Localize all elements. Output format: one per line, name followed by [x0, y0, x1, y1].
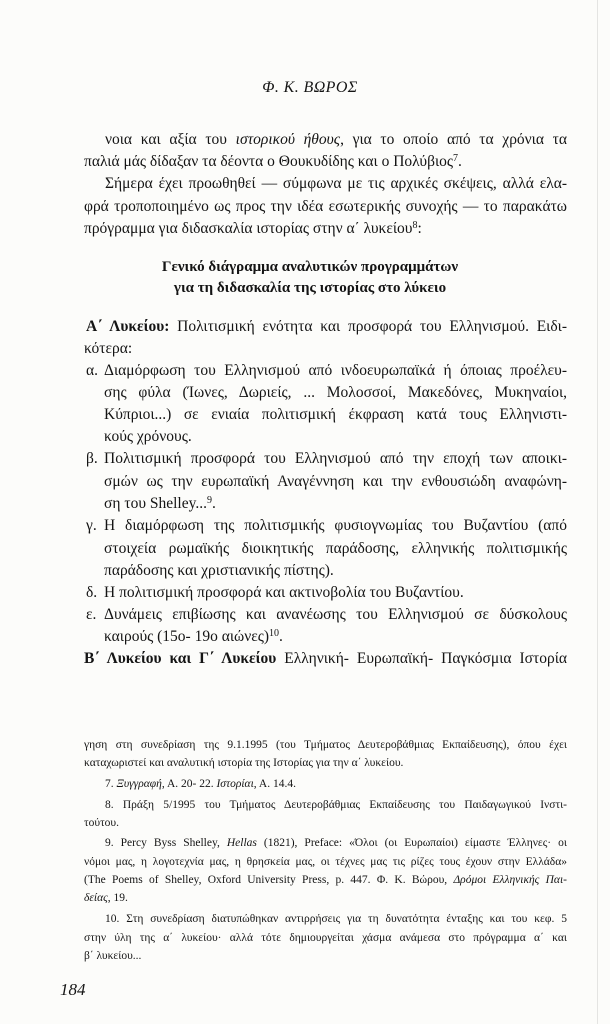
line-text: νοια και αξία του: [105, 131, 236, 148]
list-item-e-line: Δυνάμεις επιβίωσης και ανανέωσης του Ελληνισμού σε δύσκολους: [104, 606, 567, 623]
section-heading-line-2: για τη διδασκαλία της ιστορίας στο λύκειο: [173, 280, 447, 296]
grade-a-label: Α΄ Λυκείου:: [86, 318, 170, 335]
list-item-a-line: Κύπριοι...) σε ενιαία πολιτισμική έκφραση κατά τους Ελληνιστι-: [104, 406, 567, 423]
list-marker-d: δ.: [86, 584, 98, 601]
body-line: [105, 129, 567, 151]
list-marker-a: α.: [86, 362, 98, 379]
list-item-c-line: παράδοσης και χριστιανικής πίστης).: [104, 562, 334, 579]
footnote-continued-line: καταχωριστεί και αναλυτική ιστορία της Ιστορίας για την α΄ λυκείου.: [84, 757, 404, 769]
body-line: Σήμερα έχει προωθηθεί — σύμφωνα με τις αρχικές σκέψεις, αλλά ελα-: [105, 175, 567, 192]
grade-a-line: [86, 316, 567, 338]
page-edge: [597, 0, 598, 1024]
footnote-ref-8: 8: [412, 220, 418, 231]
footnote-number: 7.: [105, 778, 117, 790]
footnote-ref-10: 10: [269, 628, 280, 639]
list-marker-c: γ.: [86, 517, 97, 534]
list-item-d-line: Η πολιτισμική προσφορά και ακτινοβολία του Βυζαντίου.: [104, 584, 464, 601]
list-marker-b: β.: [86, 450, 98, 467]
footnote-continued-line: γηση στη συνεδρίαση της 9.1.1995 (του Τμήματος Δευτεροβάθμιας Εκπαίδευσης), όπου έχει: [84, 739, 567, 751]
line-text: , Α. 20- 22.: [161, 778, 217, 790]
list-item-c-line: Η διαμόρφωση της πολιτισμικής φυσιογνωμίας του Βυζαντίου (από: [104, 517, 567, 534]
footnote-10-line: στην ύλη της α΄ λυκείου· αλλά τότε δημιουργείται χάσμα ανάμεσα στο πρόγραμμα α΄ και: [84, 932, 567, 944]
line-text: .: [211, 495, 216, 512]
footnote-9-line: νόμοι μας, η λογοτεχνία μας, η θρησκεία μας, οι τέχνες μας τις ρίζες τους έχουν στην Ελλάδα»: [84, 856, 567, 868]
italic-title: Hellas: [226, 837, 257, 849]
line-text: πρόγραμμα για διδασκαλία ιστορίας στην α΄ λυκείου: [84, 220, 413, 237]
line-text: .: [458, 153, 462, 170]
footnote-8-line: 8. Πράξη 5/1995 του Τμήματος Δευτεροβάθμιας Εκπαίδευσης του Παιδαγωγικού Ινστι-: [105, 799, 567, 811]
line-text: (1821), Preface: «Όλοι (οι Ευρωπαίοι) είμαστε Έλληνες· οι: [256, 837, 567, 849]
list-item-c-line: στοιχεία ρωμαϊκής διοικητικής παράδοσης, ελληνικής πολιτισμικής: [104, 540, 567, 557]
body-line: φρά τροποποιημένο ως προς την ιδέα εσωτερικής συνοχής — το παρακάτω: [84, 198, 567, 215]
line-text: (The Poems of Shelley, Oxford University Press, p. 447. Φ. Κ. Βώρου,: [84, 874, 454, 886]
italic-title: Δρόμοι Ελληνικής Παι-: [453, 874, 567, 886]
italic-title: Ξυγγραφή: [116, 778, 162, 790]
body-line: [84, 218, 567, 240]
grade-a-line: κότερα:: [84, 340, 133, 357]
italic-phrase: ιστορικού ήθους: [235, 131, 341, 148]
list-item-a-line: Διαμόρφωση του Ελληνισμού από ινδοευρωπαϊκά ή όποιας προέλευ-: [104, 362, 567, 379]
line-text: ση του Shelley...: [104, 495, 207, 512]
list-item-a-line: σης φύλα (Ίωνες, Δωριείς, ... Μολοσσοί, Μακεδόνες, Μυκηναίοι,: [104, 384, 567, 401]
line-text: 9. Percy Byss Shelley,: [105, 837, 227, 849]
line-text: παλιά μάς δίδαξαν τα δέοντα ο Θουκυδίδης και ο Πολύβιος: [84, 153, 454, 170]
italic-title: δείας: [84, 892, 108, 904]
grade-bc-label: Β΄ Λυκείου και Γ΄ Λυκείου: [84, 650, 277, 667]
footnote-7: [105, 775, 567, 793]
section-heading-line-1: Γενικό διάγραμμα αναλυτικών προγραμμάτων: [161, 259, 459, 275]
footnote-ref-7: 7: [453, 153, 459, 164]
body-line: [84, 151, 567, 173]
line-text: καιρούς (15ο- 19ο αιώνες): [104, 628, 270, 645]
list-item-b-line: Πολιτισμική προσφορά του Ελληνισμού από την εποχή των αποικι-: [104, 450, 567, 467]
footnote-10-line: 10. Στη συνεδρίαση διατυπώθηκαν αντιρρήσεις για τη δυνατότητα ένταξης και του κεφ. 5: [105, 913, 567, 925]
list-marker-e: ε.: [86, 606, 97, 623]
line-text: .: [279, 628, 283, 645]
page-number: 184: [60, 980, 86, 999]
footnote-8-line: τούτου.: [84, 817, 120, 829]
line-text: :: [417, 220, 422, 237]
footnote-ref-9: 9: [206, 495, 212, 506]
line-text: , Α. 14.4.: [253, 778, 296, 790]
line-text: Ελληνική- Ευρωπαϊκή- Παγκόσμια Ιστορία: [276, 650, 567, 667]
footnote-10-line: β΄ λυκείου...: [84, 950, 142, 962]
list-item-b-line: [104, 493, 567, 515]
footnote-9-line: [105, 834, 567, 852]
list-item-b-line: σμών ως την ευρωπαϊκή Αναγέννηση και την ενθουσιώδη αναφώνη-: [104, 473, 567, 490]
running-head: Φ. Κ. ΒΩΡΟΣ: [262, 79, 358, 96]
list-item-a-line: κούς χρόνους.: [104, 428, 192, 445]
line-text: , 19.: [107, 892, 128, 904]
footnote-9-line: [84, 871, 567, 889]
line-text: Πολιτισμική ενότητα και προσφορά του Ελληνισμού. Ειδι-: [169, 318, 567, 335]
grade-bc-line: [84, 648, 567, 670]
footnote-9-line: [84, 889, 567, 907]
list-item-e-line: [104, 626, 567, 648]
line-text: , για το οποίο από τα χρόνια τα: [340, 131, 567, 148]
italic-title: Ιστορίαι: [216, 778, 254, 790]
